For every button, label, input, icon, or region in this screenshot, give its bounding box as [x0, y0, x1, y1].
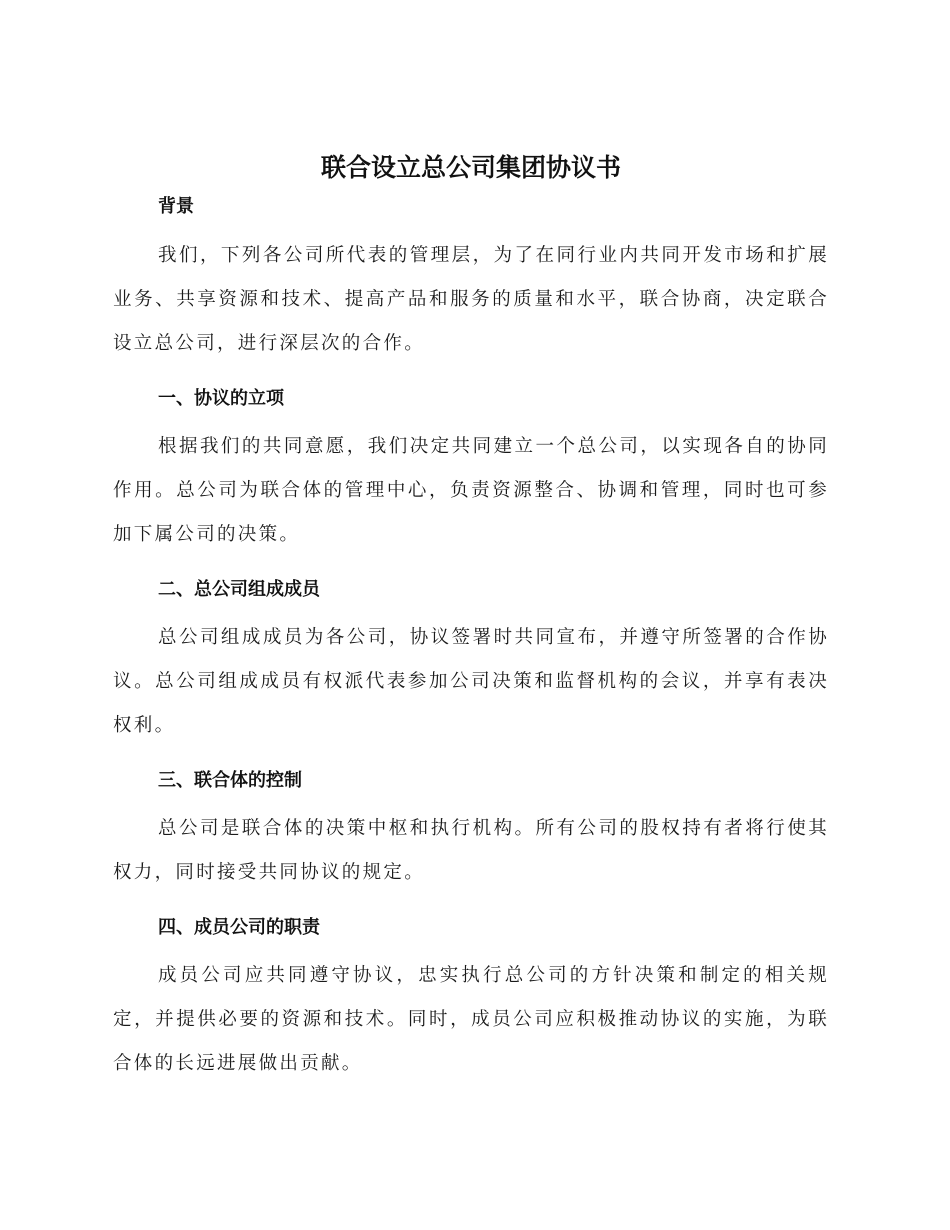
section-member-composition	[113, 575, 829, 748]
section-paragraph: 总公司是联合体的决策中枢和执行机构。所有公司的股权持有者将行使其权力，同时接受共同协议的规定。	[113, 818, 829, 883]
section-heading: 背景	[158, 196, 194, 217]
section-member-duties	[113, 913, 829, 1086]
section-paragraph: 我们，下列各公司所代表的管理层，为了在同行业内共同开发市场和扩展业务、共享资源和技术、提高产品和服务的质量和水平，联合协商，决定联合设立总公司，进行深层次的合作。	[113, 245, 829, 354]
section-heading: 四、成员公司的职责	[158, 917, 320, 938]
section-background	[113, 192, 829, 366]
section-paragraph: 总公司组成成员为各公司，协议签署时共同宣布，并遵守所签署的合作协议。总公司组成成员有权派代表参加公司决策和监督机构的会议，并享有表决权利。	[113, 627, 829, 736]
document-title: 联合设立总公司集团协议书	[320, 153, 621, 182]
section-consortium-control	[113, 766, 829, 895]
section-paragraph: 根据我们的共同意愿，我们决定共同建立一个总公司，以实现各自的协同作用。总公司为联合体的管理中心，负责资源整合、协调和管理，同时也可参加下属公司的决策。	[113, 436, 829, 545]
section-heading: 三、联合体的控制	[158, 770, 302, 791]
section-agreement-establishment	[113, 384, 829, 557]
document-page	[113, 148, 829, 1086]
section-paragraph: 成员公司应共同遵守协议，忠实执行总公司的方针决策和制定的相关规定，并提供必要的资源和技术。同时，成员公司应积极推动协议的实施，为联合体的长远进展做出贡献。	[113, 965, 829, 1074]
section-heading: 一、协议的立项	[158, 388, 284, 409]
section-heading: 二、总公司组成成员	[158, 579, 320, 600]
